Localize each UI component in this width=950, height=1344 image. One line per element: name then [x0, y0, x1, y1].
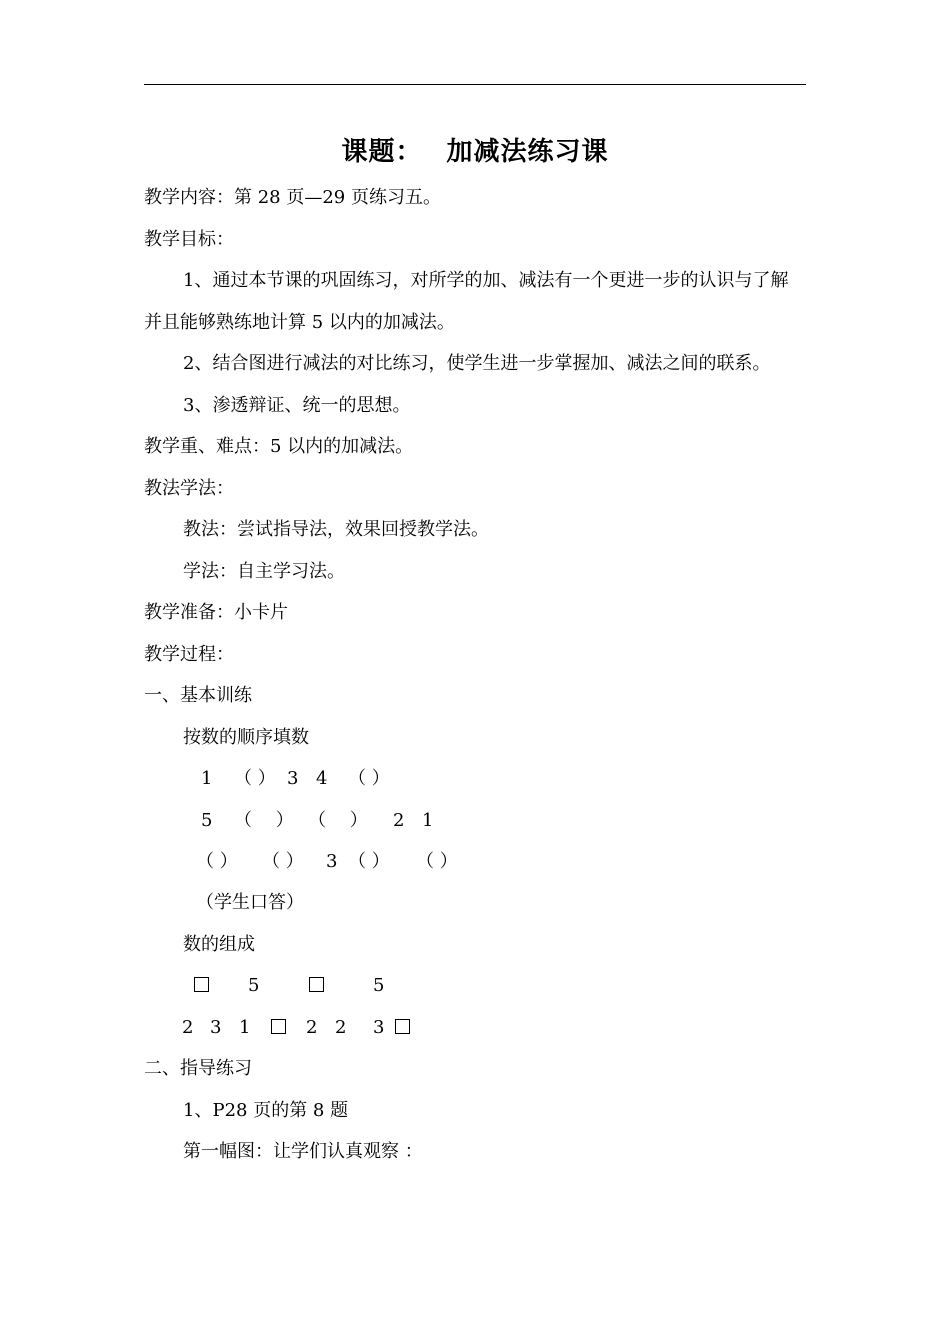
key-points: 教学重、难点：5 以内的加减法。 [144, 436, 414, 457]
objective-1-line-2: 并且能够熟练地计算 5 以内的加减法。 [144, 312, 455, 333]
composition-number: 3 [210, 1017, 222, 1038]
objective-1-line-1: 1、通过本节课的巩固练习，对所学的加、减法有一个更进一步的认识与了解 [183, 270, 789, 291]
sequence-cell: （ ） [416, 851, 458, 872]
objective-2: 2、结合图进行减法的对比练习，使学生进一步掌握加、减法之间的联系。 [183, 353, 771, 374]
blank-box [309, 973, 324, 999]
sequence-cell: 5 [201, 810, 213, 831]
process-heading: 教学过程： [144, 644, 234, 665]
teaching-content: 教学内容：第 28 页—29 页练习五。 [144, 187, 441, 208]
blank-box [271, 1015, 286, 1041]
composition-number: 5 [373, 975, 385, 996]
blank-box [395, 1015, 410, 1041]
blank-box [194, 973, 209, 999]
oral-answer-note: （学生口答） [196, 892, 304, 913]
title-text: 加减法练习课 [446, 137, 609, 167]
sequence-cell: （ ） [308, 810, 368, 831]
composition-number: 5 [248, 975, 260, 996]
sequence-cell: （ ） [234, 810, 294, 831]
sequence-cell: 1 [422, 810, 434, 831]
header-rule [144, 84, 806, 85]
page-title [144, 132, 806, 172]
composition-number: 2 [335, 1017, 347, 1038]
section-1-heading: 一、基本训练 [144, 685, 252, 706]
title-label: 课题： [341, 137, 423, 167]
preparation: 教学准备：小卡片 [144, 602, 288, 623]
methods-heading: 教法学法： [144, 478, 234, 499]
sequence-cell: （ ） [348, 851, 390, 872]
objective-3: 3、渗透辩证、统一的思想。 [183, 395, 411, 416]
section-2-item-1: 1、P28 页的第 8 题 [183, 1100, 349, 1121]
composition-heading: 数的组成 [183, 934, 255, 955]
sequence-cell: （ ） [234, 768, 276, 789]
composition-number: 1 [239, 1017, 251, 1038]
sequence-cell: （ ） [348, 768, 390, 789]
teaching-method: 教法：尝试指导法，效果回授教学法。 [183, 519, 489, 540]
sequence-cell: 3 [326, 851, 338, 872]
section-2-figure-1: 第一幅图：让学们认真观察 ： [183, 1141, 423, 1162]
section-2-heading: 二、指导练习 [144, 1058, 252, 1079]
learning-method: 学法：自主学习法。 [183, 561, 345, 582]
composition-number: 2 [306, 1017, 318, 1038]
fill-numbers-heading: 按数的顺序填数 [183, 727, 309, 748]
composition-number: 2 [182, 1017, 194, 1038]
sequence-cell: （ ） [262, 851, 304, 872]
sequence-cell: 4 [316, 768, 328, 789]
objectives-heading: 教学目标： [144, 229, 234, 250]
sequence-cell: （ ） [196, 851, 238, 872]
sequence-cell: 2 [393, 810, 405, 831]
sequence-cell: 1 [201, 768, 213, 789]
sequence-cell: 3 [287, 768, 299, 789]
composition-number: 3 [373, 1017, 385, 1038]
